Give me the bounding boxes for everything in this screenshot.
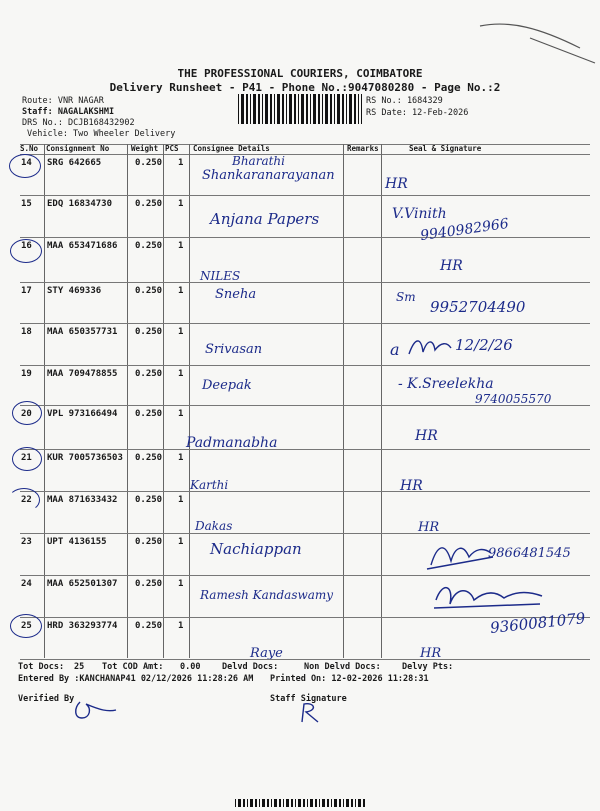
barcode-bar [363, 799, 365, 807]
row-consignment-no: MAA 871633432 [47, 495, 118, 505]
row-sno: 19 [21, 369, 32, 379]
signature-scribble-23 [425, 535, 495, 575]
col-consignee: Consignee Details [193, 144, 270, 153]
row-sno: 25 [21, 621, 32, 631]
row-consignment-no: UPT 4136155 [47, 537, 107, 547]
barcode-bar [277, 94, 280, 124]
barcode-bar [246, 94, 248, 124]
row-pcs: 1 [178, 537, 184, 547]
col-remarks: Remarks [347, 144, 379, 153]
sno-circle-mark [12, 447, 42, 471]
row-weight: 0.250 [135, 286, 163, 296]
row-divider [20, 449, 590, 450]
barcode-bar [322, 94, 323, 124]
staff-signature [296, 700, 326, 726]
pen-scribble-mark [470, 8, 600, 68]
handwriting-sign-25: HR [420, 646, 442, 661]
barcode-bar [325, 94, 328, 124]
col-divider [44, 144, 45, 658]
col-pcs: PCS [165, 144, 179, 153]
tot-docs-value: 25 [74, 662, 85, 672]
handwriting-consignee-14a: Bharathi [232, 154, 285, 168]
handwriting-consignee-19: Deepak [202, 378, 252, 393]
barcode-bar [327, 799, 329, 807]
row-weight: 0.250 [135, 621, 163, 631]
sno-circle-mark [12, 401, 42, 425]
row-sno: 16 [21, 241, 32, 251]
barcode-bar [343, 799, 344, 807]
barcode-bar [238, 94, 239, 124]
barcode-bar [303, 799, 305, 807]
barcode-bar [250, 799, 253, 807]
barcode-bar [289, 94, 292, 124]
barcode-bar [313, 94, 316, 124]
col-seal: Seal & Signature [409, 144, 482, 153]
handwriting-consignee-23a: Dakas [195, 519, 233, 533]
barcode-bar [315, 799, 317, 807]
row-divider [20, 282, 590, 283]
row-sno: 15 [21, 199, 32, 209]
barcode-bar [355, 799, 356, 807]
barcode-bar [322, 799, 325, 807]
col-divider [163, 144, 164, 658]
handwriting-sign-18b: 12/2/26 [455, 336, 513, 354]
barcode-bar [286, 799, 289, 807]
barcode-bar [283, 799, 284, 807]
barcode-bar [295, 799, 296, 807]
route-text: Route: VNR NAGAR [22, 96, 104, 106]
row-sno: 18 [21, 327, 32, 337]
row-weight: 0.250 [135, 199, 163, 209]
company-title: THE PROFESSIONAL COURIERS, COIMBATORE [177, 67, 423, 80]
handwriting-sign-23b: 9866481545 [488, 546, 571, 561]
barcode-bar [310, 799, 313, 807]
row-consignment-no: HRD 363293774 [47, 621, 118, 631]
row-consignment-no: MAA 652501307 [47, 579, 118, 589]
row-pcs: 1 [178, 621, 184, 631]
row-divider [20, 365, 590, 366]
row-weight: 0.250 [135, 409, 163, 419]
barcode-bar [346, 799, 349, 807]
handwriting-sign-19b: 9740055570 [475, 392, 552, 406]
sno-circle-mark [8, 488, 40, 512]
row-divider [20, 491, 590, 492]
barcode-bar [241, 94, 244, 124]
handwriting-consignee-18: Srivasan [205, 342, 263, 357]
handwriting-sign-15b: 9940982966 [419, 215, 510, 245]
row-sno: 20 [21, 409, 32, 419]
sno-circle-mark [10, 239, 42, 263]
row-sno: 24 [21, 579, 32, 589]
staff-text: Staff: NAGALAKSHMI [22, 107, 115, 117]
barcode-bar [259, 799, 260, 807]
barcode-bar [337, 94, 340, 124]
col-sno: S.No [20, 144, 39, 153]
row-sno: 22 [21, 495, 32, 505]
sno-circle-mark [10, 614, 42, 638]
row-consignment-no: MAA 650357731 [47, 327, 118, 337]
row-weight: 0.250 [135, 453, 163, 463]
row-consignment-no: SRG 642665 [47, 158, 102, 168]
barcode-bar [250, 94, 251, 124]
barcode-bar [339, 799, 341, 807]
tot-cod-value: 0.00 [180, 662, 201, 672]
handwriting-consignee-14b: Shankaranarayanan [202, 168, 335, 183]
row-pcs: 1 [178, 453, 184, 463]
row-weight: 0.250 [135, 579, 163, 589]
row-divider [20, 323, 590, 324]
row-sno: 17 [21, 286, 32, 296]
handwriting-consignee-17b: Sneha [215, 287, 257, 302]
row-consignment-no: MAA 709478855 [47, 369, 118, 379]
row-pcs: 1 [178, 241, 184, 251]
handwriting-consignee-21: Padmanabha [186, 435, 278, 451]
handwriting-sign-19a: - K.Sreelekha [398, 376, 494, 392]
barcode-bar [318, 94, 320, 124]
handwriting-consignee-23b: Nachiappan [210, 540, 302, 558]
row-pcs: 1 [178, 369, 184, 379]
barcode-bar [330, 94, 332, 124]
delvd-docs-label: Delvd Docs: [222, 662, 279, 672]
barcode-bar [319, 799, 320, 807]
row-pcs: 1 [178, 579, 184, 589]
row-weight: 0.250 [135, 158, 163, 168]
handwriting-sign-24: 9360081079 [489, 609, 587, 637]
row-consignment-no: MAA 653471686 [47, 241, 118, 251]
table-bottom-line [20, 659, 590, 660]
handwriting-consignee-15: Anjana Papers [210, 210, 320, 228]
row-pcs: 1 [178, 286, 184, 296]
handwriting-sign-22: HR [400, 478, 423, 494]
row-sno: 21 [21, 453, 32, 463]
col-consignment: Consignment No [46, 144, 110, 153]
col-divider [127, 144, 128, 658]
delvy-pts-label: Delvy Pts: [402, 662, 454, 672]
vehicle-text: Vehicle: Two Wheeler Delivery [27, 129, 176, 139]
row-consignment-no: EDQ 16834730 [47, 199, 113, 209]
barcode-bar [298, 94, 299, 124]
row-weight: 0.250 [135, 327, 163, 337]
barcode-bar [346, 94, 347, 124]
handwriting-sign-23a: HR [418, 520, 440, 535]
barcode-bar [342, 94, 344, 124]
bottom-barcode-strip [235, 792, 365, 800]
barcode-bar [255, 799, 257, 807]
row-pcs: 1 [178, 199, 184, 209]
barcode-bar [310, 94, 311, 124]
row-pcs: 1 [178, 158, 184, 168]
barcode-bar [271, 799, 272, 807]
barcode-bar [331, 799, 332, 807]
barcode-bar [258, 94, 260, 124]
signature-scribble-24 [430, 578, 550, 618]
table-header-line [20, 154, 590, 155]
handwriting-consignee-24: Ramesh Kandaswamy [200, 588, 334, 602]
row-divider [20, 533, 590, 534]
handwriting-consignee-17a: NILES [200, 269, 241, 283]
barcode-bar [301, 94, 304, 124]
barcode-bar [253, 94, 256, 124]
col-divider [381, 144, 382, 658]
handwriting-sign-17a: Sm [396, 290, 416, 304]
barcode-bar [354, 94, 356, 124]
row-pcs: 1 [178, 409, 184, 419]
row-divider [20, 195, 590, 196]
barcode-bar [349, 94, 352, 124]
staff-signature-label: Staff Signature [270, 694, 347, 704]
barcode-bar [294, 94, 296, 124]
col-weight: Weight [131, 144, 159, 153]
barcode-bar [361, 94, 362, 124]
row-consignment-no: KUR 7005736503 [47, 453, 123, 463]
handwriting-sign-16: HR [440, 258, 463, 274]
barcode-bar [279, 799, 281, 807]
row-pcs: 1 [178, 327, 184, 337]
barcode-bar [270, 94, 272, 124]
row-consignment-no: VPL 973166494 [47, 409, 118, 419]
handwriting-consignee-25: Raye [250, 646, 283, 661]
barcode-bar [306, 94, 308, 124]
printed-on-text: Printed On: 12-02-2026 11:28:31 [270, 674, 429, 684]
row-weight: 0.250 [135, 537, 163, 547]
signature-scribble-18 [405, 332, 455, 362]
barcode [238, 94, 362, 124]
barcode-bar [291, 799, 293, 807]
handwriting-sign-18a: a [390, 340, 400, 359]
drs-text: DRS No.: DCJB168432902 [22, 118, 135, 128]
handwriting-sign-15a: V.Vinith [392, 206, 447, 222]
verified-signature [70, 696, 120, 724]
col-divider [343, 144, 344, 658]
barcode-bar [262, 799, 265, 807]
row-pcs: 1 [178, 495, 184, 505]
row-sno: 23 [21, 537, 32, 547]
rs-date-text: RS Date: 12-Feb-2026 [366, 108, 469, 118]
barcode-bar [238, 799, 241, 807]
barcode-bar [286, 94, 287, 124]
barcode-bar [274, 799, 277, 807]
handwriting-sign-17b: 9952704490 [430, 298, 526, 316]
barcode-bar [265, 94, 268, 124]
row-divider [20, 237, 590, 238]
col-divider [189, 144, 190, 658]
tot-docs-label: Tot Docs: [18, 662, 65, 672]
entered-by-text: Entered By :KANCHANAP41 02/12/2026 11:28:26 AM [18, 674, 254, 684]
handwriting-sign-14: HR [385, 176, 408, 192]
barcode-bar [334, 94, 335, 124]
row-weight: 0.250 [135, 241, 163, 251]
runsheet-subtitle: Delivery Runsheet - P41 - Phone No.:9047080280 - Page No.:2 [109, 81, 501, 94]
barcode-bar [247, 799, 248, 807]
non-delvd-docs-label: Non Delvd Docs: [304, 662, 381, 672]
barcode-bar [351, 799, 353, 807]
row-consignment-no: STY 469336 [47, 286, 102, 296]
barcode-bar [262, 94, 263, 124]
barcode-bar [282, 94, 284, 124]
row-divider [20, 575, 590, 576]
handwriting-consignee-22: Karthi [190, 478, 229, 492]
barcode-bar [274, 94, 275, 124]
barcode-bar [334, 799, 337, 807]
row-weight: 0.250 [135, 369, 163, 379]
handwriting-sign-21: HR [415, 428, 438, 444]
barcode-bar [298, 799, 301, 807]
barcode-bar [358, 799, 361, 807]
tot-cod-label: Tot COD Amt: [102, 662, 164, 672]
barcode-bar [358, 94, 359, 124]
row-weight: 0.250 [135, 495, 163, 505]
rs-no-text: RS No.: 1684329 [366, 96, 443, 106]
row-sno: 14 [21, 158, 32, 168]
barcode-bar [243, 799, 245, 807]
barcode-bar [235, 799, 236, 807]
verified-by-label: Verified By [18, 694, 75, 704]
barcode-bar [307, 799, 308, 807]
sno-circle-mark [9, 154, 41, 178]
barcode-bar [267, 799, 269, 807]
